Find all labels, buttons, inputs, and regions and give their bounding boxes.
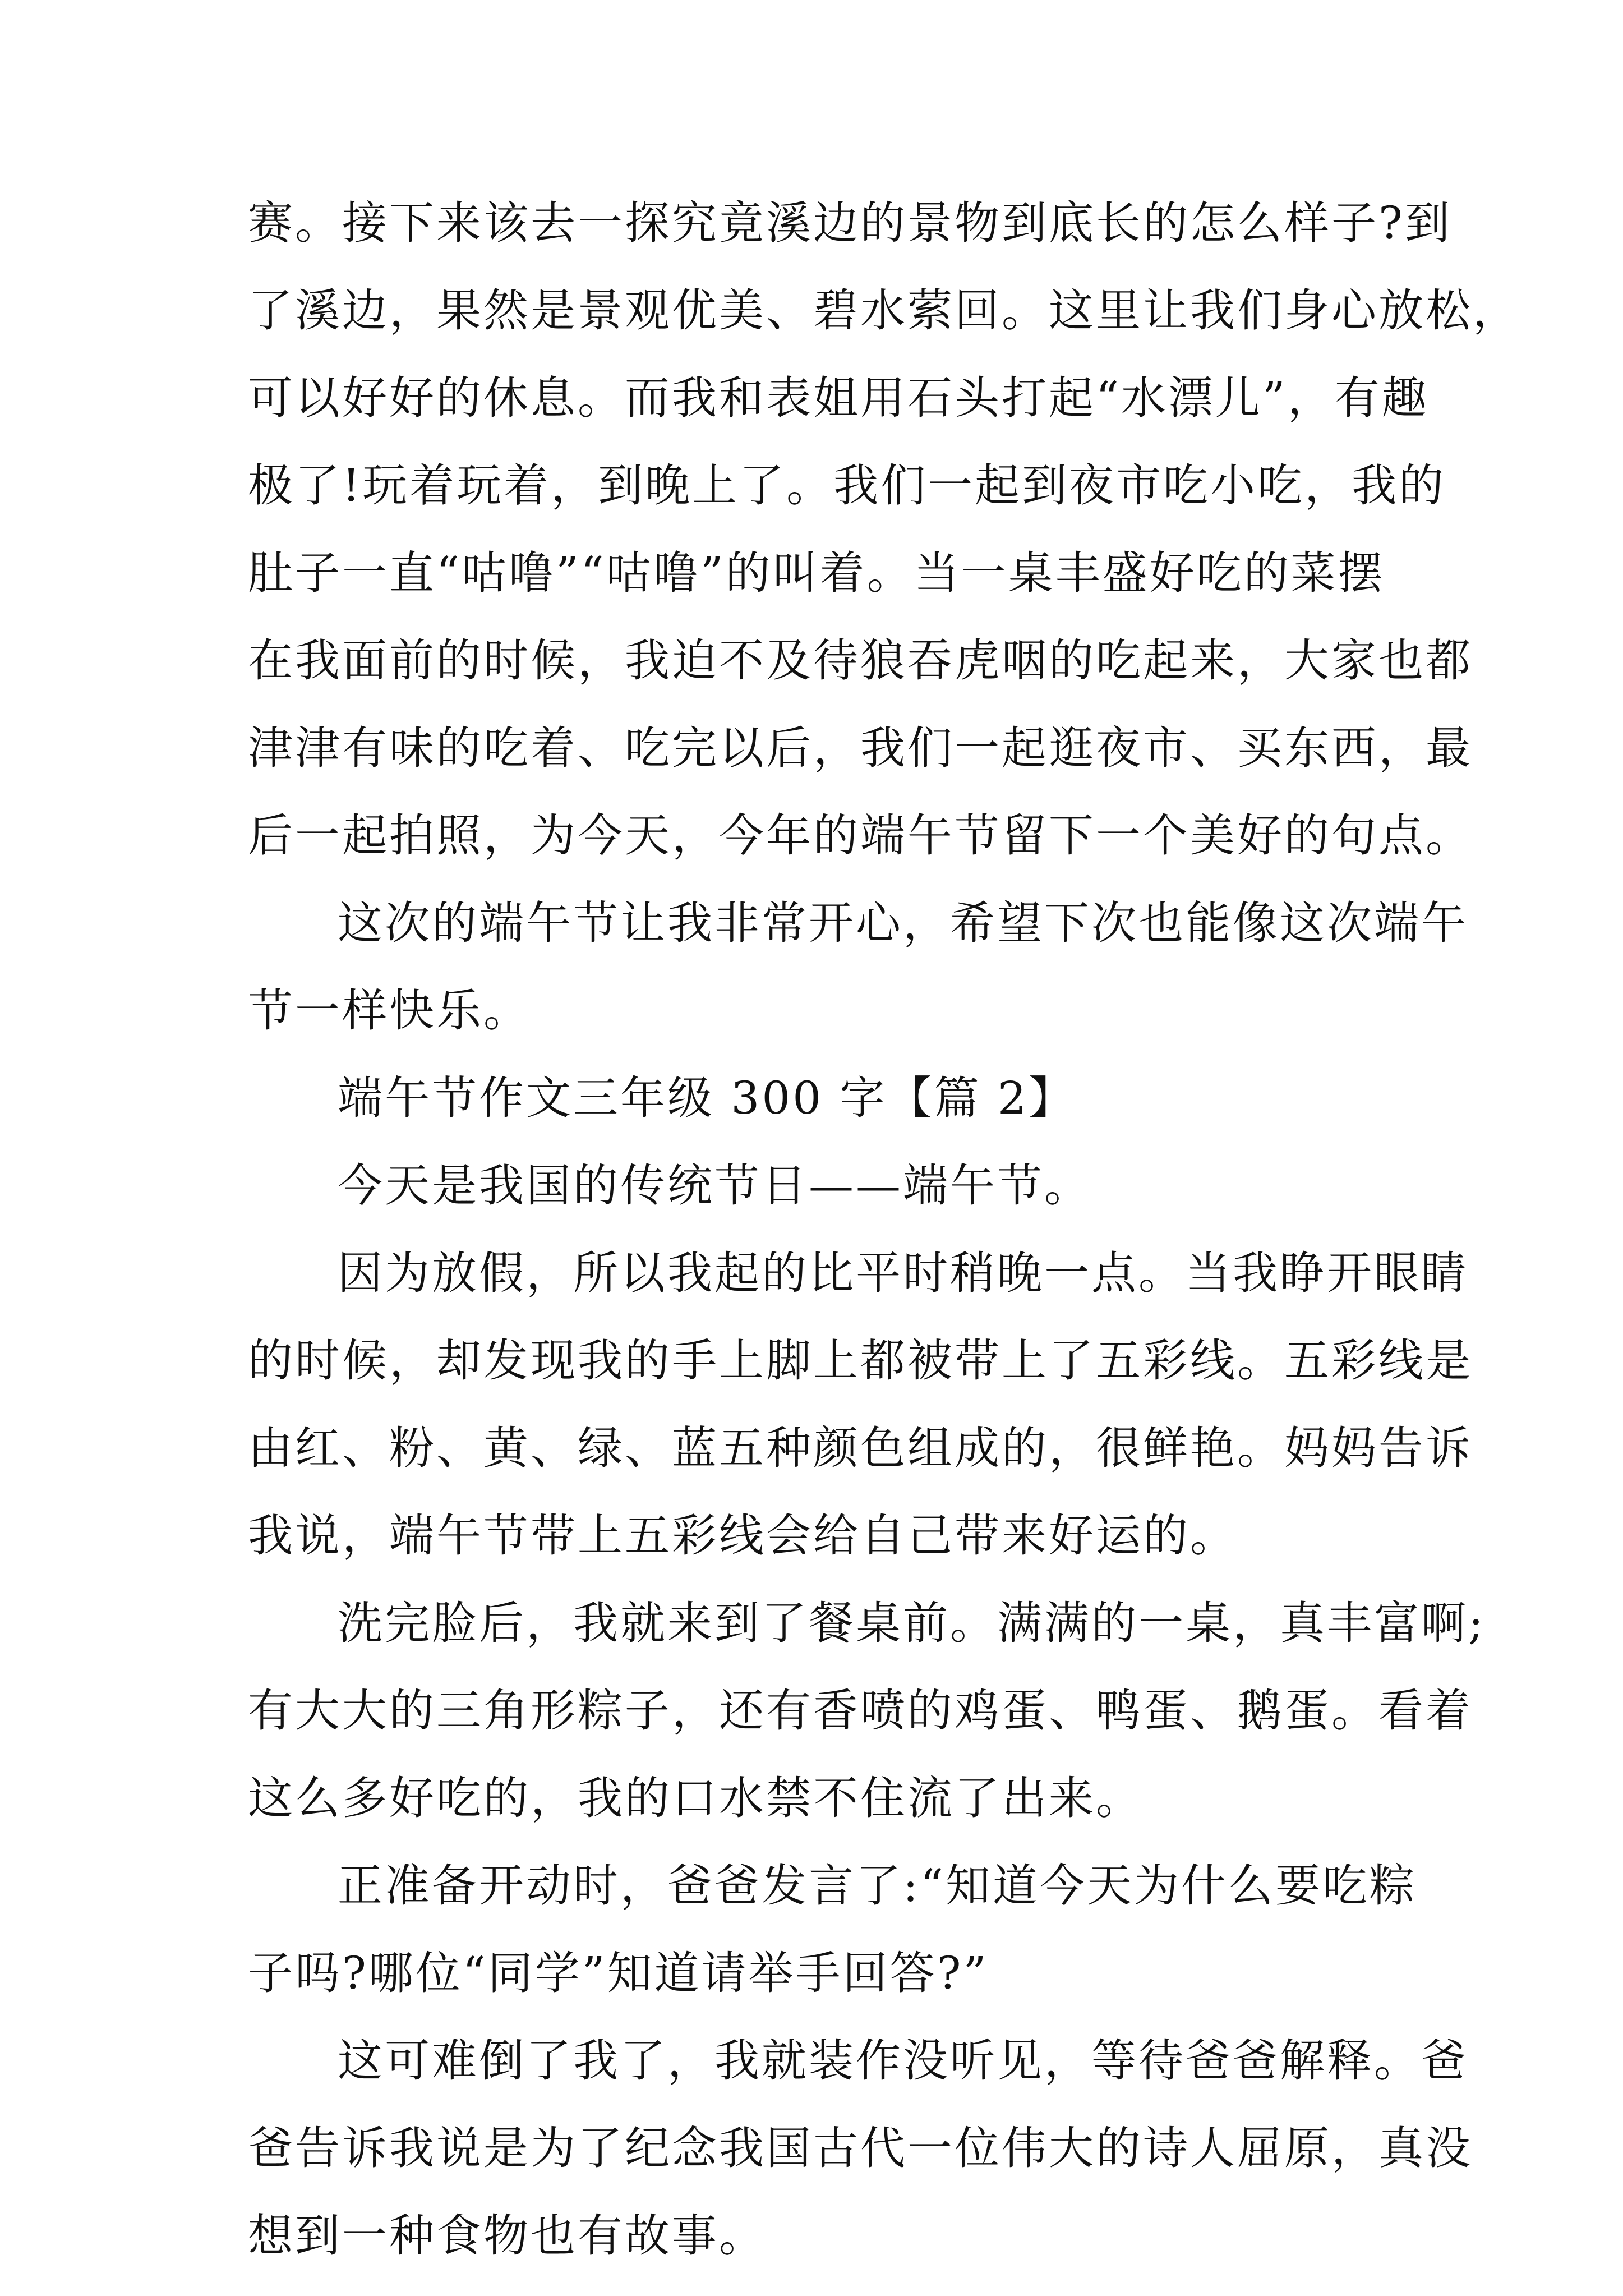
paragraph-start: 今天是我国的传统节日——端午节。 — [338, 1159, 1091, 1212]
text-line: 津津有味的吃着、吃完以后，我们一起逛夜市、买东西，最 — [248, 722, 1473, 774]
text-line: 爸告诉我说是为了纪念我国古代一位伟大的诗人屈原，真没 — [248, 2122, 1473, 2174]
text-line: 的时候，却发现我的手上脚上都被带上了五彩线。五彩线是 — [248, 1335, 1473, 1387]
text-line: 后一起拍照，为今天，今年的端午节留下一个美好的句点。 — [248, 809, 1473, 862]
paragraph-start: 这次的端午节让我非常开心，希望下次也能像这次端午 — [338, 897, 1468, 949]
text-line: 极了!玩着玩着，到晚上了。我们一起到夜市吃小吃，我的 — [248, 459, 1446, 512]
text-line: 我说，端午节带上五彩线会给自己带来好运的。 — [248, 1510, 1237, 1562]
text-line: 由红、粉、黄、绿、蓝五种颜色组成的，很鲜艳。妈妈告诉 — [248, 1422, 1473, 1474]
paragraph-start: 正准备开动时，爸爸发言了:“知道今天为什么要吃粽 — [338, 1860, 1417, 1912]
text-line: 在我面前的时候，我迫不及待狼吞虎咽的吃起来，大家也都 — [248, 634, 1473, 687]
text-line: 节一样快乐。 — [248, 984, 531, 1037]
text-line: 可以好好的休息。而我和表姐用石头打起“水漂儿”，有趣 — [248, 372, 1429, 424]
text-line: 想到一种食物也有故事。 — [248, 2210, 766, 2262]
text-line: 子吗?哪位“同学”知道请举手回答?” — [248, 1947, 989, 1999]
text-line: 赛。接下来该去一探究竟溪边的景物到底长的怎么样子?到 — [248, 197, 1452, 249]
paragraph-start: 洗完脸后，我就来到了餐桌前。满满的一桌，真丰富啊; — [338, 1597, 1486, 1649]
text-line: 了溪边，果然是景观优美、碧水萦回。这里让我们身心放松， — [248, 284, 1520, 337]
paragraph-start: 因为放假，所以我起的比平时稍晚一点。当我睁开眼睛 — [338, 1247, 1468, 1299]
text-line: 有大大的三角形粽子，还有香喷的鸡蛋、鸭蛋、鹅蛋。看着 — [248, 1685, 1473, 1737]
section-heading: 端午节作文三年级 300 字【篇 2】 — [338, 1072, 1076, 1124]
text-line: 这么多好吃的，我的口水禁不住流了出来。 — [248, 1772, 1143, 1824]
document-body — [248, 180, 1520, 2280]
text-line: 肚子一直“咕噜”“咕噜”的叫着。当一桌丰盛好吃的菜摆 — [248, 547, 1385, 599]
paragraph-start: 这可难倒了我了，我就装作没听见，等待爸爸解释。爸 — [338, 2035, 1468, 2087]
